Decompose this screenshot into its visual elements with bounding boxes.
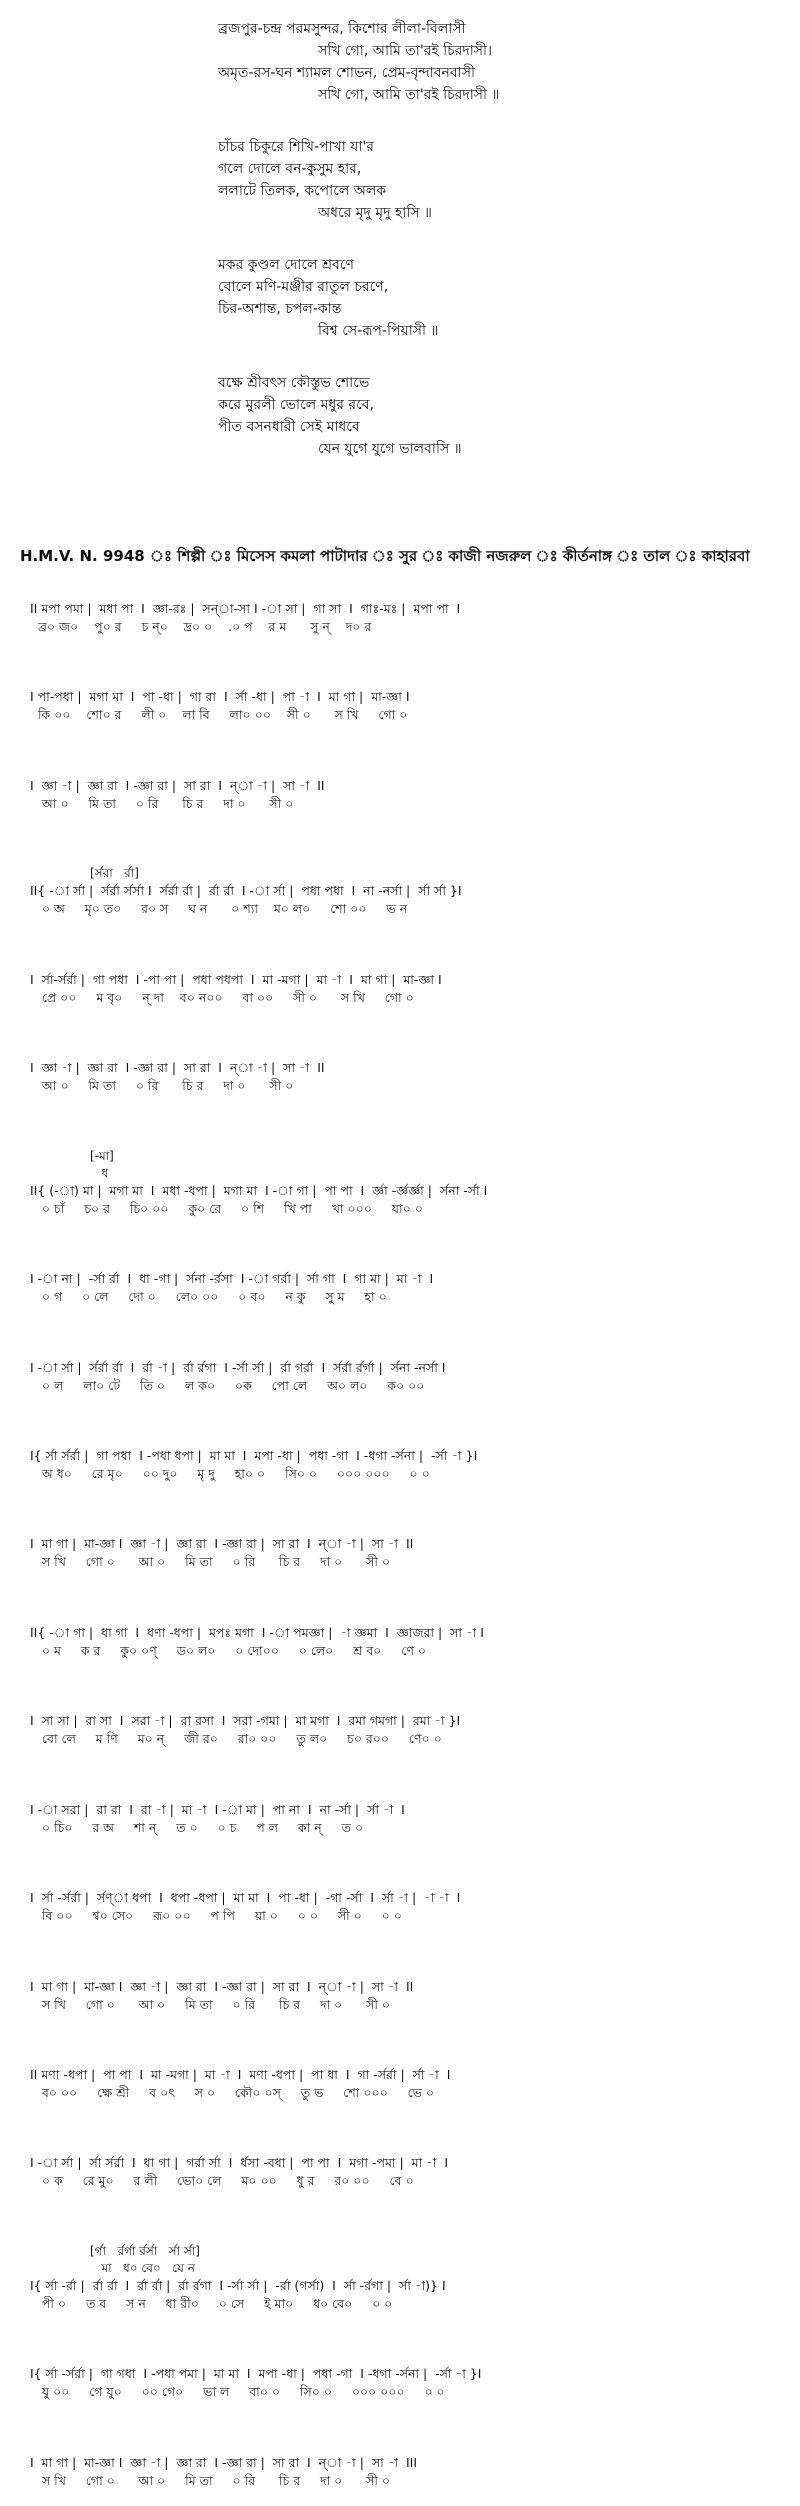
notation-annotation: [র্গা র্রর্গা র্রর্সা র্সা র্সা] মা ধ০ বে০ যে ন [90, 2243, 200, 2275]
lyric-line: চির-অশান্ত, চপল-কান্ত [218, 301, 342, 317]
swara-line: I মা গা | মা-জ্ঞা I জ্ঞা -া | জ্ঞা রা I -জ্ঞা রা | সা রা I ন্‌া -া | সা -া III [30, 2454, 418, 2470]
lyric-syllable-line: স খি গো ০ আ ০ মি তা ০ রি চি র দা ০ সী ০ [30, 1996, 391, 2012]
lyric-syllable-line: স খি গো ০ আ ০ মি তা ০ রি চি র দা ০ সী ০ [30, 1554, 391, 1570]
lyric-syllable-line: ব্র০ জ০ পু০ র চ ন্‌০ দ্র০ ০ .০ প র ম সু ন্‌ দ০ র [30, 619, 372, 634]
swara-line: I মা গা | মা-জ্ঞা I জ্ঞা -া | জ্ঞা রা I -জ্ঞা রা | সা রা I ন্‌া -া | সা -া II [30, 1978, 414, 1994]
recording-header: H.M.V. N. 9948 ঃ শিল্পী ঃ মিসেস কমলা পাটাদার ঃ সুর ঃ কাজী নজরুল ঃ কীর্তনাঙ্গ ঃ তাল ঃ কাহারবা [20, 547, 750, 565]
swara-line: I{ র্সা র্সর্রা | গা পধা I -পধা ধপা | মা মা I মপা -ধা | পধা -গা I -ধগা -র্সনা | -র্সা -া }I [30, 1447, 478, 1463]
notation-row [30, 1801, 790, 1837]
notation-annotation: [-মা] ধ [90, 1148, 114, 1180]
lyric-syllable-line: ০ ক রে মু০ র লী ভো০ লে ম০ ০০ ধু র র০ ০০ বে ০ [30, 2173, 414, 2189]
lyric-line: চাঁচর চিকুরে শিখি-পাখা যা'র [218, 139, 374, 155]
notation-block [30, 600, 790, 2490]
swara-line: I মা গা | মা-জ্ঞা I জ্ঞা -া | জ্ঞা রা I -জ্ঞা রা | সা রা I ন্‌া -া | সা -া II [30, 1536, 414, 1552]
swara-line: I -া না | -র্সা র্রা I ধা -গা | র্সনা -র্রসা I -া গর্রা | র্সা গা I গা মা | মা -া I [30, 1271, 434, 1287]
swara-line: I -া সরা | রা রা I রা -া | মা -া I -া মা | পা না I না -র্সা | র্সা -া I [30, 1801, 405, 1817]
swara-line: I জ্ঞা -া | জ্ঞা রা I -জ্ঞা রা | সা রা I ন্‌া -া | সা -া II [30, 1060, 325, 1076]
lyric-syllable-line: ০ অ মৃ০ ত০ র০ স ঘ ন ০ শ্যা ম০ ল০ শো ০০ ভ ন [30, 901, 408, 917]
swara-line: II{ -া গা | ধা গা I ধণা -ধপা | মপঃ মগা I -া পমজ্ঞা | -া জ্ঞমা I জ্ঞাজরা | সা -া I [30, 1624, 484, 1640]
lyric-stanza [218, 254, 638, 342]
swara-line: I জ্ঞা -া | জ্ঞা রা I -জ্ঞা রা | সা রা I ন্‌া -া | সা -া II [30, 777, 325, 793]
lyric-stanza [218, 372, 638, 460]
lyric-syllable-line: বি ০০ শ্ব০ সে০ রূ০ ০০ প পি য়া ০ ০ ০ সী ০ ০ ০ [30, 1908, 402, 1924]
lyric-syllable-line: ০ চি০ র অ শা ন্‌ ত ০ ০ চ প ল কা ন্‌ ত ০ [30, 1819, 364, 1835]
notation-row [30, 1535, 790, 1571]
lyric-line: ব্রজপুর-চন্দ্র পরমসুন্দর, কিশোর লীলা-বিলাসী [218, 21, 466, 37]
swara-line: I সা সা | রা সা I সরা -া | রা রসা I সরা -গমা | মা মগা I রমা গমগা | রমা -া }I [30, 1713, 461, 1729]
lyric-syllable-line: বো লে ম ণি ম০ ন্‌ জী র০ রা০ ০০ তু ল০ চ০ র০০ ণে০ ০ [30, 1731, 442, 1747]
swara-line: I পা-পধা | মগা মা I পা -ধা | গা রা I র্সা -ধা | পা -া I মা গা | মা-জ্ঞা I [30, 689, 410, 705]
lyric-stanza [218, 136, 638, 224]
notation-row [30, 1270, 790, 1306]
lyric-line: অমৃত-রস-ঘন শ্যামল শোভন, প্রেম-বৃন্দাবনবাসী [218, 65, 475, 81]
lyric-syllable-line: ব০ ০০ ক্ষে শ্রী ব ০ৎ স ০ কৌ০ ০স্ তু ভ শো ০০০ ভে ০ [30, 2085, 435, 2100]
notation-row [30, 1447, 790, 1483]
lyric-syllable-line: আ ০ মি তা ০ রি চি র দা ০ সী ০ [30, 1078, 294, 1094]
lyric-line: সখি গো, আমি তা'রই চিরদাসী ॥ [318, 87, 500, 103]
swara-line: I র্সা-র্সর্রা | গা পধা I -পা পা | পধা পধপা I মা -মগা | মা -া I মা গা | মা-জ্ঞা I [30, 971, 442, 987]
notation-row [30, 2243, 790, 2313]
lyric-syllable-line: ০ গ ০ লে দো ০ লে০ ০০ ০ ব০ ন কু সু ম হা ০ [30, 1289, 387, 1305]
lyric-stanza [218, 18, 638, 106]
notation-row [30, 688, 790, 724]
notation-row [30, 2365, 790, 2401]
lyric-line: পীত বসনধারী সেই মাধবে [218, 419, 360, 435]
notation-row [30, 1889, 790, 1925]
lyric-line: মকর কুণ্ডল দোলে শ্রবণে [218, 257, 354, 273]
lyric-syllable-line: ০ চাঁ চ০ র চি০ ০০ কু০ রে ০ শি খি পা খা ০০০ যা০ ০ [30, 1200, 423, 1216]
lyric-syllable-line: প্রে ০০ ম বৃ০ ন্‌ দা ব০ ন০০ বা ০০ সী ০ স খি গো ০ [30, 989, 414, 1005]
lyric-line: বোলে মণি-মঞ্জীর রাতুল চরণে, [218, 279, 389, 295]
swara-line: I -া র্সা | র্সা র্সর্রা I ধা গা | গর্রা র্সা I র্ধসা -বধা | পা পা I মগা -পমা | মা -া I [30, 2155, 449, 2171]
notation-row [30, 1148, 790, 1218]
notation-row [30, 2454, 790, 2490]
lyric-syllable-line: ০ ম ক র কু০ ০ণ্‌ ড০ ল০ ০ দো০০ ০ লে০ শ্র ব০ ণে ০ [30, 1642, 427, 1658]
lyric-line: যেন যুগে যুগে ভালবাসি ॥ [318, 441, 462, 457]
notation-row [30, 1978, 790, 2014]
lyric-line: বিশ্ব সে-রূপ-পিয়াসী ॥ [318, 323, 439, 339]
notation-row [30, 600, 790, 636]
lyric-syllable-line: যু ০০ গে যু০ ০০ গে০ ভা ল বা০ ০ সি০ ০ ০০০ ০০০ ০ ০ [30, 2384, 445, 2400]
swara-line: I -া র্সা | র্সর্রা র্রা I র্রা -া | র্রা র্রগা I -র্সা র্সা | র্রা গর্রা I র্সর্রা র্রর্গা | র্সনা -নর্সা I [30, 1359, 446, 1375]
notation-row [30, 865, 790, 918]
lyric-syllable-line: ০ ল লা০ টে তি ০ ল ক০ ০ক পো লে অ০ ল০ ক০ ০০ [30, 1377, 425, 1393]
notation-row [30, 971, 790, 1007]
notation-annotation: [র্সরা র্রা] [90, 866, 139, 881]
lyric-line: ললাটে তিলক, কপোলে অলক [218, 183, 387, 199]
swara-line: I{ র্সা -র্সর্রা | গা গধা I -পধা পমা | মা মা I মপা -ধা | পধা -গা I -ধগা -র্সনা | -র্সা -া }I [30, 2366, 482, 2382]
lyric-syllable-line: কি ০০ শো০ র লী ০ লা বি লা০ ০০ সী ০ স খি গো ০ [30, 707, 408, 723]
notation-row [30, 777, 790, 813]
lyrics-block [218, 18, 638, 490]
lyric-syllable-line: অ ধ০ রে মৃ০ ০০ দু০ মৃ দু হা০ ০ সি০ ০ ০০০ ০০০ ০ ০ [30, 1465, 430, 1481]
swara-line: I{ র্সা -র্রা | র্রা র্রা I র্রা র্রা | র্রা র্রগা I -র্সা র্সা | -র্রা (গর্সা) I র্সা -র্রগা | র্সা -া)} I [30, 2277, 446, 2293]
lyric-line: অধরে মৃদু মৃদু হাসি ॥ [318, 205, 432, 221]
swara-line: I র্সা -র্সর্রা | র্সণ্‌া ধপা I ধপা -ধপা | মা মা I পা -ধা | -গা -র্সা I র্সা -া | -া -া I [30, 1890, 461, 1906]
notation-row [30, 1624, 790, 1660]
lyric-line: করে মুরলী ভোলে মধুর রবে, [218, 397, 374, 413]
lyric-syllable-line: স খি গো ০ আ ০ মি তা ০ রি চি র দা ০ সী ০ [30, 2472, 391, 2488]
notation-row [30, 1359, 790, 1395]
swara-line: II মণা -ধপা | পা পা I মা -মগা | মা -া I মণা -ধপা | পা ধা I গা -র্সর্রা | র্সা -া I [30, 2067, 451, 2082]
lyric-line: গলে দোলে বন-কুসুম হার, [218, 161, 362, 177]
notation-row [30, 2154, 790, 2190]
notation-row [30, 1712, 790, 1748]
lyric-syllable-line: আ ০ মি তা ০ রি চি র দা ০ সী ০ [30, 795, 294, 811]
notation-row [30, 1059, 790, 1095]
swara-line: II{ (-া) মা | মগা মা I মধা -ধপা | মগা মা I -া গা | পা পা I র্জ্ঞা -র্জ্ঞর্জ্ঞা | র্সনা -র্সা I [30, 1182, 488, 1198]
lyric-line: বক্ষে শ্রীবৎস কৌস্তুভ শোভে [218, 375, 370, 391]
lyric-line: সখি গো, আমি তা'রই চিরদাসী। [318, 43, 493, 59]
swara-line: II মপা পমা | মধা পা I জ্ঞা-রঃ | সন্‌া-সা I -া সা | গা সা I গাঃ-মঃ | মপা পা I [30, 601, 461, 616]
notation-row [30, 2066, 790, 2102]
lyric-syllable-line: পী ০ ত ব স ন ধা রী০ ০ সে ই মা০ ধ০ বে০ ০ ০ [30, 2295, 393, 2311]
swara-line: II{ -া র্সা | র্সর্রা র্সর্সা I র্সর্রা র্রা | র্রা র্রা I -া র্সা | পধা পধা I না -নর্সা | র্সা র্সা }I [30, 883, 462, 899]
